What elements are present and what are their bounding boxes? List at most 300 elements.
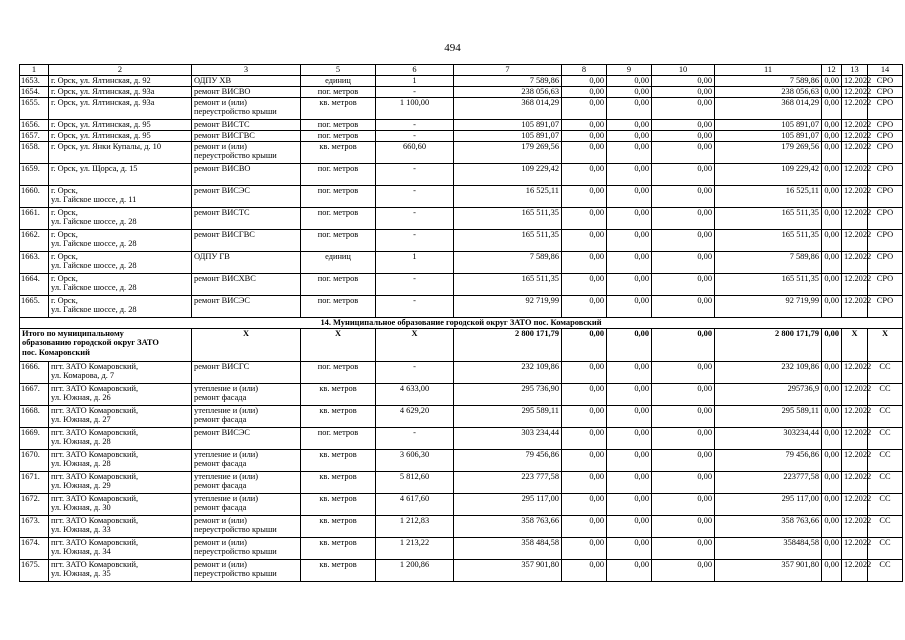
address-line: г. Орск, ул. Щорса, д. 15	[51, 163, 138, 173]
fund-owners: 295 589,11	[715, 405, 822, 427]
fund-local: 0,00	[652, 405, 715, 427]
address	[49, 163, 192, 185]
table-row	[20, 75, 903, 86]
fund-other: 0,00	[822, 251, 842, 273]
work-type	[192, 229, 301, 251]
unit: пог. метров	[301, 427, 376, 449]
total-cost: 105 891,07	[454, 130, 562, 141]
fund-federal: 0,00	[562, 207, 607, 229]
table-row	[20, 559, 903, 581]
address-line: пгт. ЗАТО Комаровский,	[51, 427, 139, 437]
fund-owners: 92 719,99	[715, 295, 822, 317]
address	[49, 229, 192, 251]
deadline: 12.2022	[842, 119, 868, 130]
column-header: 1	[20, 65, 49, 76]
unit: пог. метров	[301, 273, 376, 295]
total-cost: 105 891,07	[454, 119, 562, 130]
total-cost: 7 589,86	[454, 75, 562, 86]
deadline: 12.2022	[842, 163, 868, 185]
total-cost: 109 229,42	[454, 163, 562, 185]
fund-other: 0,00	[822, 141, 842, 163]
account-type: СРО	[868, 185, 903, 207]
account-type: СРО	[868, 141, 903, 163]
fund-federal: 0,00	[562, 559, 607, 581]
address-line: пгт. ЗАТО Комаровский,	[51, 537, 139, 547]
deadline: 12.2022	[842, 229, 868, 251]
table-row	[20, 251, 903, 273]
table-row	[20, 141, 903, 163]
table-row	[20, 130, 903, 141]
quantity: -	[376, 185, 454, 207]
address-line: пгт. ЗАТО Комаровский,	[51, 361, 139, 371]
total-c9: 0,00	[607, 328, 652, 361]
fund-local: 0,00	[652, 273, 715, 295]
work-type	[192, 295, 301, 317]
work-type-line: ремонт ВИСЭС	[194, 427, 250, 437]
quantity: -	[376, 207, 454, 229]
address-line: ул. Южная, д. 28	[51, 459, 111, 469]
unit: кв. метров	[301, 515, 376, 537]
total-cost: 179 269,56	[454, 141, 562, 163]
address	[49, 251, 192, 273]
page-number: 494	[444, 42, 461, 54]
table-row	[20, 207, 903, 229]
total-cost: 165 511,35	[454, 229, 562, 251]
quantity: 5 812,60	[376, 471, 454, 493]
total-c10: 0,00	[652, 328, 715, 361]
fund-owners: 357 901,80	[715, 559, 822, 581]
work-type-line: ремонт фасада	[194, 415, 247, 425]
work-type-line: утепление и (или)	[194, 383, 259, 393]
fund-owners: 295736,9	[715, 383, 822, 405]
table-row	[20, 86, 903, 97]
unit: пог. метров	[301, 185, 376, 207]
unit: кв. метров	[301, 405, 376, 427]
deadline: 12.2022	[842, 493, 868, 515]
fund-owners: 179 269,56	[715, 141, 822, 163]
address-line: ул. Гайское шоссе, д. 28	[51, 217, 137, 227]
address-line: пгт. ЗАТО Комаровский,	[51, 405, 139, 415]
fund-federal: 0,00	[562, 361, 607, 383]
table-row	[20, 119, 903, 130]
table-row	[20, 537, 903, 559]
work-type-line: ремонт ВИСТС	[194, 119, 250, 129]
column-header: 10	[652, 65, 715, 76]
work-type-line: ремонт ВИСГВС	[194, 130, 255, 140]
quantity: 4 633,00	[376, 383, 454, 405]
work-type-line: ремонт и (или)	[194, 559, 247, 569]
fund-other: 0,00	[822, 405, 842, 427]
fund-owners: 358484,58	[715, 537, 822, 559]
fund-regional: 0,00	[607, 251, 652, 273]
fund-local: 0,00	[652, 493, 715, 515]
row-number: 1654.	[20, 86, 49, 97]
fund-regional: 0,00	[607, 295, 652, 317]
fund-regional: 0,00	[607, 449, 652, 471]
total-cost: 223 777,58	[454, 471, 562, 493]
row-number: 1661.	[20, 207, 49, 229]
fund-federal: 0,00	[562, 141, 607, 163]
deadline: 12.2022	[842, 130, 868, 141]
address	[49, 559, 192, 581]
account-type: СС	[868, 471, 903, 493]
column-header: 3	[192, 65, 301, 76]
address-line: ул. Гайское шоссе, д. 28	[51, 239, 137, 249]
fund-other: 0,00	[822, 361, 842, 383]
total-cost: 232 109,86	[454, 361, 562, 383]
deadline: 12.2022	[842, 559, 868, 581]
unit: кв. метров	[301, 537, 376, 559]
fund-owners: 16 525,11	[715, 185, 822, 207]
fund-other: 0,00	[822, 119, 842, 130]
unit: пог. метров	[301, 130, 376, 141]
fund-local: 0,00	[652, 119, 715, 130]
fund-regional: 0,00	[607, 75, 652, 86]
work-type-line: ремонт ВИСГС	[194, 361, 250, 371]
deadline: 12.2022	[842, 273, 868, 295]
fund-regional: 0,00	[607, 273, 652, 295]
column-header: 14	[868, 65, 903, 76]
address	[49, 449, 192, 471]
fund-federal: 0,00	[562, 75, 607, 86]
table-row	[20, 185, 903, 207]
fund-federal: 0,00	[562, 97, 607, 119]
address	[49, 471, 192, 493]
unit: кв. метров	[301, 141, 376, 163]
fund-other: 0,00	[822, 559, 842, 581]
unit: кв. метров	[301, 97, 376, 119]
deadline: 12.2022	[842, 449, 868, 471]
unit: пог. метров	[301, 163, 376, 185]
row-number: 1663.	[20, 251, 49, 273]
work-type-line: переустройство крыши	[194, 151, 277, 161]
fund-regional: 0,00	[607, 559, 652, 581]
work-type	[192, 163, 301, 185]
row-number: 1673.	[20, 515, 49, 537]
total-c6: X	[376, 328, 454, 361]
work-type-line: утепление и (или)	[194, 405, 259, 415]
quantity: 1 200,86	[376, 559, 454, 581]
unit: единиц	[301, 75, 376, 86]
address	[49, 141, 192, 163]
work-type-line: переустройство крыши	[194, 107, 277, 117]
fund-federal: 0,00	[562, 185, 607, 207]
fund-other: 0,00	[822, 207, 842, 229]
work-type-line: ремонт ВИСГВС	[194, 229, 255, 239]
address-line: пгт. ЗАТО Комаровский,	[51, 449, 139, 459]
fund-federal: 0,00	[562, 273, 607, 295]
address-line: г. Орск,	[51, 273, 78, 283]
address	[49, 361, 192, 383]
address	[49, 515, 192, 537]
address-line: ул. Южная, д. 33	[51, 525, 111, 535]
fund-other: 0,00	[822, 295, 842, 317]
fund-federal: 0,00	[562, 86, 607, 97]
total-label-line: пос. Комаровский	[22, 347, 90, 357]
row-number: 1664.	[20, 273, 49, 295]
account-type: СС	[868, 427, 903, 449]
address	[49, 493, 192, 515]
address	[49, 75, 192, 86]
total-cost: 92 719,99	[454, 295, 562, 317]
work-type	[192, 537, 301, 559]
fund-local: 0,00	[652, 86, 715, 97]
unit: кв. метров	[301, 493, 376, 515]
column-header: 2	[49, 65, 192, 76]
address-line: г. Орск, ул. Ялтинская, д. 95	[51, 119, 151, 129]
fund-owners: 165 511,35	[715, 273, 822, 295]
address-line: г. Орск,	[51, 207, 78, 217]
table-row	[20, 97, 903, 119]
quantity: -	[376, 273, 454, 295]
fund-federal: 0,00	[562, 515, 607, 537]
fund-local: 0,00	[652, 559, 715, 581]
fund-federal: 0,00	[562, 251, 607, 273]
unit: кв. метров	[301, 559, 376, 581]
work-type	[192, 97, 301, 119]
column-header: 11	[715, 65, 822, 76]
address	[49, 86, 192, 97]
work-type-line: ремонт фасада	[194, 459, 247, 469]
quantity: -	[376, 130, 454, 141]
quantity: -	[376, 86, 454, 97]
deadline: 12.2022	[842, 471, 868, 493]
fund-owners: 105 891,07	[715, 119, 822, 130]
fund-local: 0,00	[652, 185, 715, 207]
row-number: 1671.	[20, 471, 49, 493]
work-type-line: ремонт и (или)	[194, 515, 247, 525]
table-row	[20, 229, 903, 251]
unit: пог. метров	[301, 86, 376, 97]
table-row	[20, 273, 903, 295]
row-number: 1656.	[20, 119, 49, 130]
work-type-line: утепление и (или)	[194, 449, 259, 459]
work-type-line: утепление и (или)	[194, 493, 259, 503]
address-line: ул. Южная, д. 30	[51, 503, 111, 513]
work-type-line: ОДПУ ХВ	[194, 75, 232, 85]
fund-regional: 0,00	[607, 185, 652, 207]
address	[49, 207, 192, 229]
work-type-line: ремонт и (или)	[194, 97, 247, 107]
fund-local: 0,00	[652, 75, 715, 86]
account-type: СРО	[868, 130, 903, 141]
fund-other: 0,00	[822, 86, 842, 97]
work-type	[192, 251, 301, 273]
account-type: СРО	[868, 295, 903, 317]
column-header: 9	[607, 65, 652, 76]
fund-regional: 0,00	[607, 229, 652, 251]
fund-federal: 0,00	[562, 295, 607, 317]
account-type: СС	[868, 449, 903, 471]
column-number-header	[20, 65, 903, 76]
work-type-line: ремонт и (или)	[194, 537, 247, 547]
column-header: 7	[454, 65, 562, 76]
fund-regional: 0,00	[607, 427, 652, 449]
row-number: 1674.	[20, 537, 49, 559]
address-line: г. Орск,	[51, 229, 78, 239]
account-type: СРО	[868, 86, 903, 97]
address-line: ул. Гайское шоссе, д. 28	[51, 261, 137, 271]
fund-owners: 368 014,29	[715, 97, 822, 119]
municipal-total-row	[20, 328, 903, 361]
total-cost: 303 234,44	[454, 427, 562, 449]
fund-other: 0,00	[822, 97, 842, 119]
quantity: 4 617,60	[376, 493, 454, 515]
quantity: 1	[376, 75, 454, 86]
fund-owners: 79 456,86	[715, 449, 822, 471]
row-number: 1655.	[20, 97, 49, 119]
address	[49, 97, 192, 119]
fund-other: 0,00	[822, 229, 842, 251]
fund-local: 0,00	[652, 471, 715, 493]
fund-federal: 0,00	[562, 471, 607, 493]
table-row	[20, 163, 903, 185]
fund-federal: 0,00	[562, 405, 607, 427]
deadline: 12.2022	[842, 97, 868, 119]
account-type: СРО	[868, 273, 903, 295]
fund-owners: 165 511,35	[715, 207, 822, 229]
deadline: 12.2022	[842, 405, 868, 427]
table-body	[20, 65, 903, 582]
deadline: 12.2022	[842, 295, 868, 317]
work-type-line: ремонт и (или)	[194, 141, 247, 151]
account-type: СРО	[868, 251, 903, 273]
fund-other: 0,00	[822, 515, 842, 537]
deadline: 12.2022	[842, 86, 868, 97]
fund-other: 0,00	[822, 273, 842, 295]
quantity: 1	[376, 251, 454, 273]
deadline: 12.2022	[842, 207, 868, 229]
work-type-line: ремонт ВИСЭС	[194, 185, 250, 195]
account-type: СРО	[868, 207, 903, 229]
unit: пог. метров	[301, 229, 376, 251]
address	[49, 185, 192, 207]
address-line: г. Орск, ул. Ялтинская, д. 92	[51, 75, 151, 85]
fund-local: 0,00	[652, 141, 715, 163]
deadline: 12.2022	[842, 361, 868, 383]
address-line: ул. Южная, д. 29	[51, 481, 111, 491]
table-row	[20, 449, 903, 471]
deadline: 12.2022	[842, 75, 868, 86]
fund-local: 0,00	[652, 515, 715, 537]
column-header: 6	[376, 65, 454, 76]
fund-federal: 0,00	[562, 229, 607, 251]
account-type: СРО	[868, 119, 903, 130]
work-type-line: ремонт фасада	[194, 503, 247, 513]
unit: кв. метров	[301, 471, 376, 493]
address-line: г. Орск, ул. Ялтинская, д. 93а	[51, 86, 155, 96]
fund-local: 0,00	[652, 295, 715, 317]
fund-local: 0,00	[652, 97, 715, 119]
work-type-line: ОДПУ ГВ	[194, 251, 230, 261]
work-type	[192, 361, 301, 383]
row-number: 1665.	[20, 295, 49, 317]
work-type-line: ремонт ВИСТС	[194, 207, 250, 217]
total-cost: 165 511,35	[454, 207, 562, 229]
fund-local: 0,00	[652, 163, 715, 185]
account-type: СРО	[868, 163, 903, 185]
fund-federal: 0,00	[562, 119, 607, 130]
account-type: СРО	[868, 75, 903, 86]
fund-owners: 358 763,66	[715, 515, 822, 537]
work-type	[192, 493, 301, 515]
account-type: СС	[868, 559, 903, 581]
column-header: 12	[822, 65, 842, 76]
fund-local: 0,00	[652, 537, 715, 559]
work-type-line: переустройство крыши	[194, 569, 277, 579]
address-line: пгт. ЗАТО Комаровский,	[51, 559, 139, 569]
table-row	[20, 361, 903, 383]
row-number: 1668.	[20, 405, 49, 427]
work-type-line: переустройство крыши	[194, 525, 277, 535]
address-line: пгт. ЗАТО Комаровский,	[51, 515, 139, 525]
work-type	[192, 86, 301, 97]
capital-repair-table	[19, 64, 903, 582]
fund-regional: 0,00	[607, 515, 652, 537]
address	[49, 537, 192, 559]
total-label-line: Итого по муниципальному	[22, 328, 124, 338]
address	[49, 427, 192, 449]
total-cost: 238 056,63	[454, 86, 562, 97]
address	[49, 383, 192, 405]
fund-other: 0,00	[822, 75, 842, 86]
account-type: СС	[868, 383, 903, 405]
total-cost: 358 763,66	[454, 515, 562, 537]
address-line: ул. Южная, д. 34	[51, 547, 111, 557]
row-number: 1653.	[20, 75, 49, 86]
address-line: пгт. ЗАТО Комаровский,	[51, 471, 139, 481]
quantity: 660,60	[376, 141, 454, 163]
work-type	[192, 141, 301, 163]
address-line: ул. Гайское шоссе, д. 11	[51, 195, 137, 205]
quantity: -	[376, 229, 454, 251]
fund-other: 0,00	[822, 427, 842, 449]
total-cost: 295 589,11	[454, 405, 562, 427]
table-row	[20, 383, 903, 405]
fund-owners: 223777,58	[715, 471, 822, 493]
total-label	[20, 328, 192, 361]
fund-local: 0,00	[652, 229, 715, 251]
address	[49, 273, 192, 295]
work-type	[192, 207, 301, 229]
address-line: ул. Гайское шоссе, д. 28	[51, 283, 137, 293]
fund-regional: 0,00	[607, 86, 652, 97]
fund-local: 0,00	[652, 207, 715, 229]
total-c5: X	[301, 328, 376, 361]
total-label-line: образованию городской округ ЗАТО	[22, 338, 159, 348]
column-header: 13	[842, 65, 868, 76]
fund-regional: 0,00	[607, 493, 652, 515]
address-line: г. Орск,	[51, 295, 78, 305]
fund-owners: 295 117,00	[715, 493, 822, 515]
deadline: 12.2022	[842, 537, 868, 559]
address-line: г. Орск, ул. Янки Купалы, д. 10	[51, 141, 162, 151]
fund-local: 0,00	[652, 449, 715, 471]
work-type-line: ремонт ВИСВО	[194, 163, 251, 173]
fund-other: 0,00	[822, 130, 842, 141]
fund-regional: 0,00	[607, 405, 652, 427]
quantity: -	[376, 427, 454, 449]
total-cost: 7 589,86	[454, 251, 562, 273]
fund-regional: 0,00	[607, 361, 652, 383]
fund-federal: 0,00	[562, 163, 607, 185]
deadline: 12.2022	[842, 515, 868, 537]
unit: кв. метров	[301, 449, 376, 471]
fund-other: 0,00	[822, 471, 842, 493]
total-c12: 0,00	[822, 328, 842, 361]
account-type: СРО	[868, 97, 903, 119]
fund-federal: 0,00	[562, 383, 607, 405]
